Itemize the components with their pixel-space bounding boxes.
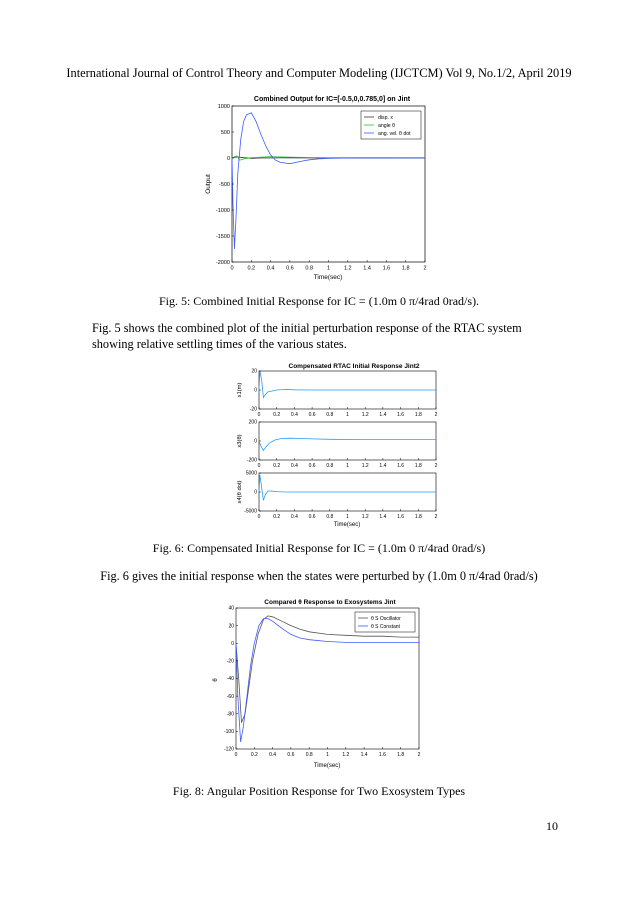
journal-header: International Journal of Control Theory and Computer Modeling (IJCTCM) Vol 9, No.1/2, April 2019 [66, 66, 572, 80]
fig6-sub3-xtick-label: 0.8 [326, 514, 334, 520]
fig6-sub2-xtick-label: 2 [434, 463, 438, 469]
fig6-ylabel-1: x1(m) [237, 382, 243, 398]
fig6-sub3-xtick-label: 0.2 [273, 514, 281, 520]
fig8-legend-2: θ S Constant [371, 624, 400, 630]
fig8-ytick-label: 0 [231, 640, 234, 647]
fig6-sub2-xtick-label: 1.4 [379, 463, 387, 469]
fig8-chart [205, 594, 435, 772]
fig6-sub1-ytick-label: 0 [254, 387, 257, 394]
fig6-sub2-xtick-label: 1.8 [414, 463, 422, 469]
fig5-title: Combined Output for IC=[-0.5,0,0.785,0] on Jint [253, 96, 411, 103]
fig6-sub2-xtick-label: 1.6 [397, 463, 405, 469]
fig6-paragraph: Fig. 6 gives the initial response when the states were perturbed by (1.0m 0 π/4rad 0rad/s) [100, 569, 538, 583]
fig5-ytick-label: 500 [220, 129, 230, 136]
fig6-sub1-xtick-label: 1.8 [414, 412, 422, 418]
fig6-sub3-xtick-label: 0 [257, 514, 261, 520]
fig6-sub3-ytick-label: 5000 [245, 470, 257, 477]
fig6-sub2-ytick-label: 200 [248, 419, 257, 426]
fig8-xtick-label: 1.8 [397, 752, 405, 758]
fig5-xtick-label: 1 [326, 265, 331, 272]
fig6-title: Compensated RTAC Initial Response Jint2 [288, 363, 420, 370]
fig6-sub2-ytick-label: 0 [254, 438, 257, 445]
fig5-xtick-label: 2 [423, 265, 427, 272]
fig6-sub2-xtick-label: 0.6 [308, 463, 316, 469]
fig5-ytick-label: -1000 [215, 207, 230, 214]
fig8-xtick-label: 0 [234, 752, 238, 758]
fig6-sub3-xtick-label: 1.2 [361, 514, 369, 520]
fig5-xtick-label: 1.4 [363, 265, 371, 272]
fig6-sub1-xtick-label: 1.2 [361, 412, 369, 418]
fig6-sub1-xtick-label: 1 [346, 412, 349, 418]
fig5-ytick-label: 1000 [217, 103, 230, 110]
fig6-sub1-xtick-label: 0.6 [308, 412, 316, 418]
fig6-ylabel-2: x3(θ) [237, 434, 243, 448]
fig6-sub3-xtick-label: 1.8 [414, 514, 422, 520]
fig5-caption: Fig. 5: Combined Initial Response for IC = (1.0m 0 π/4rad 0rad/s). [158, 294, 480, 308]
fig8-xtick-label: 1.4 [360, 752, 368, 758]
fig5-legend-1: disp. x [378, 115, 393, 121]
fig6-sub3-xtick-label: 0.4 [290, 514, 298, 520]
fig8-xlabel: Time(sec) [313, 763, 341, 769]
fig8-ylabel: θ [213, 678, 219, 682]
page-number: 10 [546, 819, 558, 833]
fig6-sub2-xtick-label: 0.2 [273, 463, 281, 469]
fig8-xtick-label: 0.6 [287, 752, 295, 758]
fig5-xtick-label: 0.6 [286, 265, 294, 272]
fig5-xtick-label: 0.8 [305, 265, 314, 272]
fig5-legend-3: ang. vel. θ dot [378, 131, 411, 137]
fig5-xtick-label: 1.2 [343, 265, 352, 272]
fig6-sub2-xtick-label: 1 [346, 463, 349, 469]
fig5-xtick-label: 1.6 [382, 265, 391, 272]
fig8-legend [355, 612, 415, 632]
fig8-xtick-label: 1.6 [378, 752, 386, 758]
fig6-sub3-xtick-label: 1.6 [397, 514, 405, 520]
fig5-chart [196, 90, 442, 286]
fig8-ytick-label: 40 [228, 605, 234, 612]
fig6-sub1-xtick-label: 2 [434, 412, 438, 418]
fig6-xlabel: Time(sec) [333, 522, 361, 528]
fig5-xtick-label: 0.2 [247, 265, 256, 272]
fig5-xtick-label: 0.4 [266, 265, 275, 272]
fig8-ytick-label: 20 [228, 623, 234, 630]
fig5-ytick-label: -500 [218, 181, 230, 188]
fig6-sub2-xtick-label: 0 [257, 463, 261, 469]
fig6-sub1-xtick-label: 0.2 [273, 412, 281, 418]
fig8-title: Compared θ Response to Exosystems Jint [264, 599, 396, 606]
fig8-ytick-label: -60 [226, 693, 234, 700]
fig6-sub3-ytick-label: -5000 [244, 508, 257, 515]
fig8-xtick-label: 0.8 [305, 752, 313, 758]
fig6-sub1-xtick-label: 1.4 [379, 412, 387, 418]
fig6-sub2-xtick-label: 0.8 [326, 463, 334, 469]
fig8-xtick-label: 1.2 [342, 752, 350, 758]
fig6-sub3-xtick-label: 2 [434, 514, 438, 520]
fig6-sub3-xtick-label: 0.6 [308, 514, 316, 520]
fig8-ytick-label: -80 [226, 711, 234, 718]
fig5-xtick-label: 1.8 [401, 265, 410, 272]
fig6-sub1-xtick-label: 1.6 [397, 412, 405, 418]
fig5-legend [361, 111, 421, 139]
fig8-ytick-label: -20 [226, 658, 234, 665]
fig6-caption: Fig. 6: Compensated Initial Response for IC = (1.0m 0 π/4rad 0rad/s) [152, 541, 486, 555]
fig8-ytick-label: -40 [226, 676, 234, 683]
fig6-sub3-xtick-label: 1.4 [379, 514, 387, 520]
fig6-sub2-xtick-label: 1.2 [361, 463, 369, 469]
fig5-xtick-label: 0 [230, 265, 234, 272]
fig6-sub1-ytick-label: -20 [249, 406, 257, 413]
fig8-xtick-label: 0.4 [269, 752, 277, 758]
fig5-legend-2: angle θ [378, 123, 396, 129]
fig8-ytick-label: -120 [223, 746, 234, 753]
fig6-axes-2 [259, 422, 436, 460]
fig6-sub2-ytick-label: -200 [246, 457, 257, 464]
fig6-sub2-xtick-label: 0.4 [290, 463, 298, 469]
fig8-ytick-label: -100 [223, 729, 234, 736]
fig8-xtick-label: 0.2 [250, 752, 258, 758]
fig5-ytick-label: -1500 [215, 233, 230, 240]
fig8-xtick-label: 2 [417, 752, 421, 758]
fig8-caption: Fig. 8: Angular Position Response for Two Exosystem Types [172, 784, 466, 798]
fig8-xtick-label: 1 [326, 752, 329, 758]
fig6-chart [226, 358, 452, 530]
fig6-sub3-ytick-label: 0 [254, 489, 257, 496]
fig5-ytick-label: -2000 [215, 259, 230, 266]
fig6-sub1-xtick-label: 0.4 [290, 412, 298, 418]
fig8-legend-1: θ S Oscillator [371, 616, 401, 622]
fig5-ytick-label: 0 [226, 155, 230, 162]
fig6-sub1-xtick-label: 0.8 [326, 412, 334, 418]
fig5-xlabel: Time(sec) [313, 274, 343, 281]
fig6-sub3-xtick-label: 1 [346, 514, 349, 520]
fig6-sub1-ytick-label: 20 [251, 368, 257, 375]
fig5-paragraph: Fig. 5 shows the combined plot of the initial perturbation response of the RTAC system showing relative settling times of the various states. [92, 321, 522, 351]
fig5-ylabel: Output [205, 174, 212, 194]
fig6-ylabel-3: x4(θ dot) [237, 480, 243, 504]
fig6-sub1-xtick-label: 0 [257, 412, 261, 418]
